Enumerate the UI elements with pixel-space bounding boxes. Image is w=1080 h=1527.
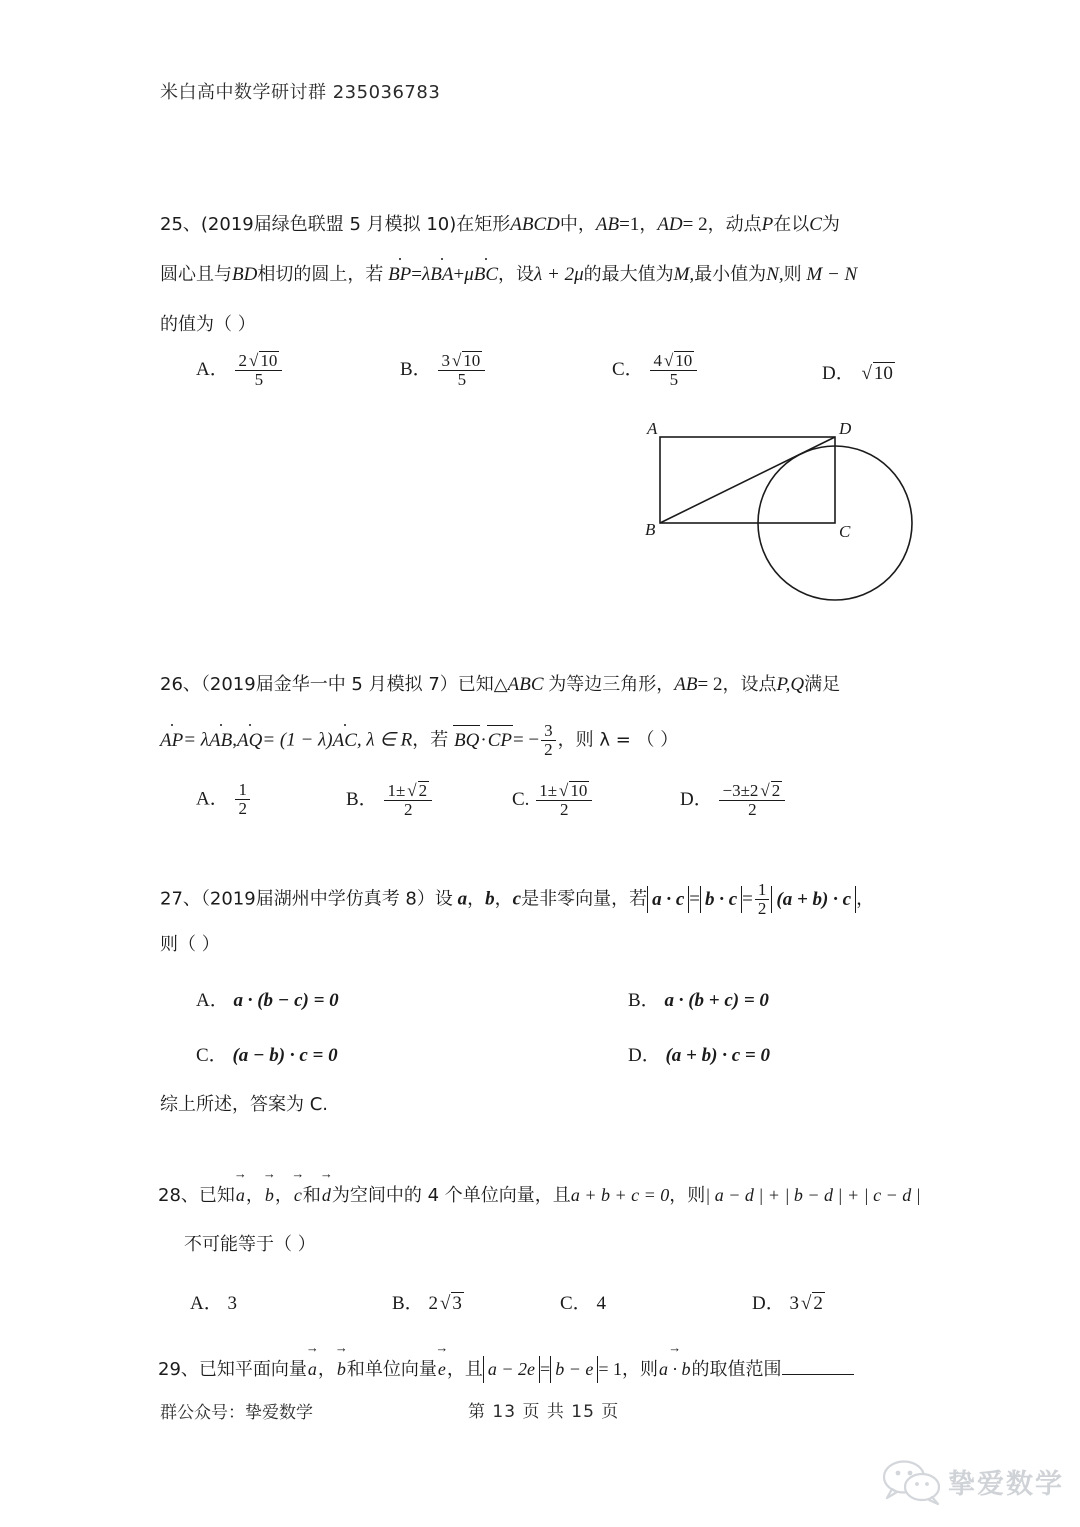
- q26-option-b-den: 2: [384, 800, 432, 819]
- question-26-line-2: [160, 723, 678, 760]
- q28-option-d-coef: 3: [789, 1293, 799, 1314]
- q27-option-a-label: A．: [196, 990, 229, 1011]
- question-27-line-2: 则（ ）: [160, 934, 220, 955]
- q28-option-b[interactable]: [392, 1288, 464, 1315]
- q25-option-a-value: [235, 351, 282, 389]
- q25-point-p: P: [761, 214, 774, 235]
- q26-line1-post: ，设点: [722, 674, 777, 695]
- q25-eq-sign: =: [411, 264, 423, 285]
- q25-max-M: M,: [673, 264, 695, 285]
- q25-option-a-label: A．: [196, 359, 229, 381]
- q29-answer-blank[interactable]: [782, 1360, 854, 1375]
- q28-line1-pre: 28、已知: [158, 1185, 235, 1206]
- question-25-line-3: 的值为（ ）: [160, 314, 256, 335]
- q27-option-a-expr: a · (b − c) = 0: [233, 990, 339, 1011]
- q25-comma-1: ，: [639, 214, 658, 235]
- q25-expr-lambda-mu: λ + 2μ: [534, 264, 584, 285]
- q27-option-c[interactable]: [196, 1040, 338, 1067]
- question-27-conclusion: 综上所述，答案为 C.: [160, 1094, 329, 1115]
- q26-vector-ac: AC: [333, 728, 357, 754]
- q26-value-fraction: $\frac{3}{2}$: [541, 722, 556, 759]
- q25-line2-post: ，设: [498, 264, 535, 285]
- q26-option-b-label: B．: [346, 789, 378, 811]
- q25-option-a[interactable]: [196, 352, 284, 390]
- q26-option-d-label: D．: [680, 789, 713, 811]
- q27-option-b-expr: a · (b + c) = 0: [664, 990, 769, 1011]
- q28-sep-2: ，: [274, 1185, 293, 1206]
- q26-option-a-label: A．: [196, 788, 229, 810]
- q26-line1-mid: 为等边三角形，: [548, 674, 675, 695]
- q27-abs-b-dot-c: b · c: [700, 886, 742, 914]
- q25-line2-post-3: 最小值为: [694, 264, 767, 285]
- q26-eq-1: = λ: [183, 729, 210, 751]
- q26-option-b-value: [384, 781, 432, 819]
- q27-option-a[interactable]: [196, 985, 339, 1012]
- q27-line1-mid: 是非零向量，若: [521, 888, 648, 910]
- q26-option-c-den: 2: [536, 800, 592, 819]
- q25-option-a-den: 5: [235, 370, 282, 389]
- q25-bd: BD: [232, 264, 258, 285]
- q26-option-c-value: [536, 781, 592, 819]
- page-header-group-label: 米白高中数学研讨群 235036783: [160, 82, 441, 103]
- q25-line1-mid: 中，: [559, 214, 596, 235]
- q27-option-c-label: C．: [196, 1045, 228, 1066]
- q27-half-fraction: $\frac{1}{2}$: [755, 881, 770, 918]
- q28-vec-b: b →: [264, 1182, 275, 1208]
- q26-dot-op: ·: [480, 729, 487, 751]
- q26-line1-pre: 26、（2019届金华一中 5 月模拟 7）已知△: [160, 674, 508, 695]
- q26-ab-eq: = 2: [697, 674, 723, 695]
- q26-line2-tail: ，则 λ = （ ）: [557, 729, 679, 751]
- q26-vector-cp: CP: [487, 728, 513, 754]
- q26-option-c-label: C.: [512, 789, 530, 811]
- q25-abcd: ABCD: [510, 214, 560, 235]
- q25-min-N: N,: [766, 264, 784, 285]
- q25-ab: AB: [595, 214, 620, 235]
- question-25-line-2: [160, 262, 857, 288]
- q25-option-c-value: [650, 351, 697, 389]
- q25-option-d-label: D．: [822, 363, 855, 384]
- q28-option-d-label: D．: [752, 1293, 785, 1314]
- q29-vec-b: b →: [336, 1356, 347, 1382]
- q25-line2-post-4: 则: [783, 264, 802, 285]
- q25-vector-bc: BC: [474, 262, 498, 288]
- q27-option-d[interactable]: [628, 1040, 770, 1067]
- q26-option-d-num: −3±2 √ 2: [722, 781, 781, 800]
- q28-vec-c: c →: [293, 1182, 303, 1208]
- question-26-line-1: [160, 672, 840, 698]
- figure-label-c: C: [839, 522, 851, 541]
- footer-public-account: 群公众号：挚爱数学: [160, 1403, 313, 1423]
- q26-eq-2: = (1 − λ): [262, 729, 333, 751]
- q29-and: ，且: [446, 1359, 483, 1380]
- footer-page-number: 第 13 页 共 15 页: [468, 1402, 620, 1422]
- q28-then: ，则: [669, 1185, 706, 1206]
- q25-line1-tail-2: 为: [821, 214, 840, 235]
- q29-abs-b-minus-e: b − e: [550, 1356, 598, 1383]
- q25-option-b-label: B．: [400, 359, 432, 381]
- q29-line1-tail: 的取值范围: [691, 1359, 782, 1380]
- q26-points-pq: P,Q: [776, 674, 805, 695]
- logo-text: 挚爱数学: [948, 1469, 1064, 1500]
- q26-lambda-domain: , λ ∈ R: [356, 729, 413, 751]
- rectangle-circle-diagram: [620, 415, 950, 625]
- q26-ab: AB: [674, 674, 698, 695]
- q26-option-a-value: $\frac{1}{2}$: [235, 781, 250, 818]
- q25-option-c[interactable]: [612, 352, 699, 390]
- q25-comma-2: ，动点: [707, 214, 762, 235]
- q25-lambda: λ: [422, 264, 431, 285]
- q28-option-c[interactable]: [560, 1288, 606, 1315]
- q26-vector-ab: AB: [209, 728, 232, 754]
- q28-vec-a: a →: [235, 1182, 246, 1208]
- q25-option-c-label: C．: [612, 359, 644, 381]
- q29-eq-2: = 1: [598, 1359, 622, 1379]
- q27-vec-b: b: [485, 888, 495, 910]
- q28-option-c-value: 4: [596, 1293, 606, 1314]
- wechat-bubble-icon: [880, 1458, 946, 1506]
- q25-plus: +: [453, 264, 465, 285]
- q26-option-c[interactable]: [512, 782, 594, 820]
- q29-line1-mid: 和单位向量: [346, 1359, 437, 1380]
- q28-sep-1: ，: [245, 1185, 264, 1206]
- q25-ad-eq: = 2: [682, 214, 708, 235]
- q28-option-b-label: B．: [392, 1293, 424, 1314]
- q25-option-d[interactable]: [822, 358, 895, 385]
- q26-option-b[interactable]: [346, 782, 434, 820]
- q25-option-d-value: √ 10: [861, 363, 893, 384]
- q26-option-b-num: 1± √ 2: [387, 781, 428, 800]
- q28-option-c-label: C．: [560, 1293, 592, 1314]
- q28-expression: | a − d | + | b − d | + | c − d |: [705, 1185, 921, 1205]
- q26-vector-aq: AQ: [237, 728, 262, 754]
- q27-line1-pre: 27、（2019届湖州中学仿真考 8）设: [160, 888, 453, 910]
- q25-option-b-den: 5: [438, 370, 485, 389]
- q26-option-c-num: 1± √ 10: [539, 781, 588, 800]
- q25-option-b-value: [438, 351, 485, 389]
- q27-line1-tail: ，: [856, 888, 875, 910]
- q26-eq-3: = −: [512, 729, 540, 751]
- q25-line2-post-2: 的最大值为: [583, 264, 674, 285]
- q25-ab-eq: =1: [619, 214, 640, 235]
- q27-eq-2: =: [742, 888, 753, 910]
- q27-abs-sum-dot-c: (a + b) · c: [771, 886, 856, 914]
- q25-option-b-num: 3 √ 10: [441, 351, 481, 370]
- wechat-logo-watermark: [880, 1458, 1070, 1510]
- q28-option-a-value: 3: [227, 1293, 237, 1314]
- q28-option-b-coef: 2: [428, 1293, 438, 1314]
- q25-option-c-num: 4 √ 10: [653, 351, 693, 370]
- q28-option-d-radical: √ 2: [800, 1293, 823, 1314]
- q25-point-c: C: [809, 214, 822, 235]
- question-27-line-1: [160, 882, 874, 919]
- q29-sep: ，: [317, 1359, 336, 1380]
- q29-then: ，则: [622, 1359, 658, 1380]
- q27-option-d-expr: (a + b) · c = 0: [665, 1045, 770, 1066]
- q25-ad: AD: [657, 214, 683, 235]
- q25-option-a-num: 2 √ 10: [238, 351, 278, 370]
- q26-vector-bq: BQ: [453, 728, 480, 754]
- q28-option-b-radical: √ 3: [439, 1293, 462, 1314]
- q28-option-d[interactable]: [752, 1288, 825, 1315]
- q29-dot-product: a · b →: [658, 1356, 692, 1382]
- q25-expr-M-minus-N: M − N: [806, 264, 858, 285]
- q29-eq-1: =: [540, 1359, 551, 1379]
- q26-line1-tail: 满足: [804, 674, 841, 695]
- q25-option-c-den: 5: [650, 370, 697, 389]
- q28-option-a[interactable]: [190, 1288, 237, 1315]
- q25-option-b[interactable]: [400, 352, 487, 390]
- q29-vec-a: a →: [307, 1356, 318, 1382]
- q28-option-a-label: A．: [190, 1293, 223, 1314]
- q25-line2-pre: 圆心且与: [160, 264, 232, 285]
- q26-ruo: ，若: [412, 729, 449, 751]
- q29-vec-e: e →: [437, 1356, 447, 1382]
- q26-option-d[interactable]: [680, 782, 787, 820]
- q26-option-d-value: [719, 781, 785, 819]
- q27-abs-a-dot-c: a · c: [647, 886, 689, 914]
- q28-vec-d: d →: [321, 1182, 332, 1208]
- q26-abc: ABC: [507, 674, 544, 695]
- q29-abs-a-minus-2e: a − 2e: [483, 1356, 540, 1383]
- q25-line1-pre: 25、(2019届绿色联盟 5 月模拟 10)在矩形: [160, 214, 511, 235]
- q25-line2-mid: 相切的圆上，若: [257, 264, 384, 285]
- q28-sum-equation: a + b + c = 0: [570, 1185, 670, 1205]
- question-29-line-1: [158, 1356, 854, 1383]
- q25-mu: μ: [464, 264, 474, 285]
- q26-option-a[interactable]: [196, 782, 252, 819]
- q27-option-b[interactable]: [628, 985, 769, 1012]
- q29-line1-pre: 29、已知平面向量: [158, 1359, 307, 1380]
- q27-vec-a: a: [457, 888, 468, 910]
- figure-label-a: A: [647, 419, 658, 438]
- q27-option-b-label: B．: [628, 990, 660, 1011]
- q27-eq-1: =: [689, 888, 700, 910]
- q26-vector-ap: AP: [160, 728, 183, 754]
- figure-label-d: D: [839, 419, 852, 438]
- question-28-line-1: [158, 1182, 921, 1209]
- q26-option-d-den: 2: [719, 800, 785, 819]
- q27-option-c-expr: (a − b) · c = 0: [232, 1045, 338, 1066]
- q26-comma: ,: [232, 729, 237, 751]
- q25-vector-ba: BA: [430, 262, 453, 288]
- question-25-figure: [620, 415, 950, 625]
- q25-vector-bp: BP: [388, 262, 411, 288]
- q28-and: 和: [302, 1185, 321, 1206]
- q28-line1-mid: 为空间中的 4 个单位向量，且: [331, 1185, 571, 1206]
- figure-label-b: B: [645, 520, 656, 539]
- q27-option-d-label: D．: [628, 1045, 661, 1066]
- question-25-line-1: [160, 212, 840, 238]
- q25-line1-tail: 在以: [773, 214, 810, 235]
- q27-sep-2: ，: [494, 888, 513, 910]
- q27-vec-c: c: [512, 888, 522, 910]
- question-28-line-2: 不可能等于（ ）: [184, 1234, 316, 1255]
- q27-sep-1: ，: [467, 888, 486, 910]
